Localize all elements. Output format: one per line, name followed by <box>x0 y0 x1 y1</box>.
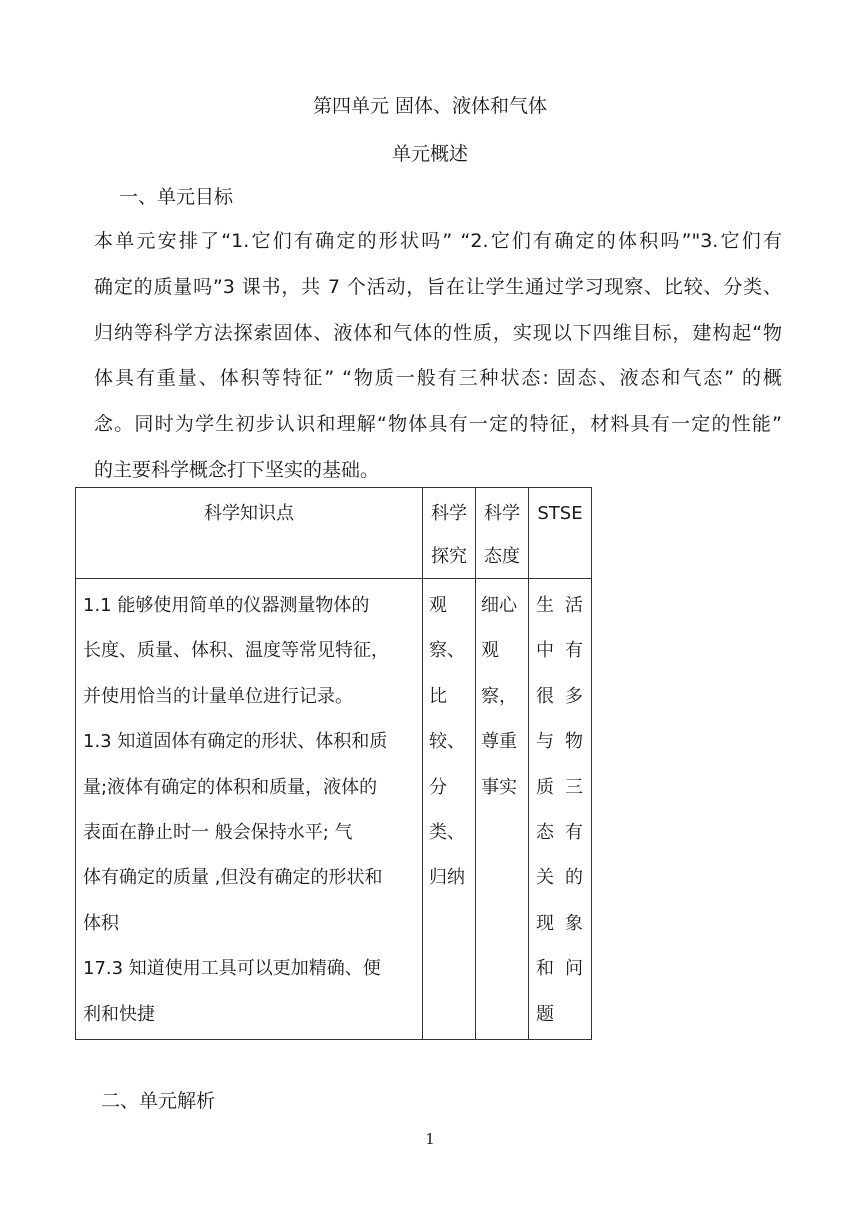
header-scientific-inquiry: 科学 探究 <box>423 488 476 579</box>
paragraph-line: 念。同时为学生初步认识和理解“物体具有一定的特征，材料具有一定的性能” <box>94 413 782 436</box>
cell-scientific-inquiry: 观 察、 比 较、 分 类、 归纳 <box>423 579 476 1040</box>
intro-paragraph <box>94 219 782 494</box>
paragraph-line: 体具有重量、体积等特征” “物质一般有三种状态: 固态、液态和气态” 的概 <box>94 367 782 390</box>
table-row <box>76 579 592 1040</box>
paragraph-line: 本单元安排了“1.它们有确定的形状吗” “2.它们有确定的体积吗”"3.它们有 <box>94 230 782 252</box>
paragraph-line: 的主要科学概念打下坚实的基础。 <box>94 458 380 481</box>
cell-scientific-attitude: 细心 观 察， 尊重 事实 <box>476 579 529 1040</box>
section-heading-unit-goals: 一、单元目标 <box>119 186 234 208</box>
document-subtitle: 单元概述 <box>391 143 468 165</box>
section-heading-unit-analysis: 二、单元解析 <box>101 1090 216 1112</box>
paragraph-line: 归纳等科学方法探索固体、液体和气体的性质，实现以下四维目标，建构起“物 <box>94 321 782 344</box>
table-header-row <box>76 488 592 579</box>
paragraph-line: 确定的质量吗”3 课书，共 7 个活动，旨在让学生通过学习现察、比较、分类、 <box>94 275 782 298</box>
document-title: 第四单元 固体、液体和气体 <box>312 95 548 117</box>
page-number: 1 <box>425 1130 435 1148</box>
objectives-table <box>75 487 592 1040</box>
cell-knowledge-points: 1.1 能够使用简单的仪器测量物体的 长度、质量、体积、温度等常见特征， 并使用恰当的计量单位进行记录。 1.3 知道固体有确定的形状、体积和质 量;液体有确定的体积和质量，液体的 表面在静止时一 般会保持水平; 气 体有确定的质量 ,但没有确定的形状和 体积 17.3 知道使用工具可以更加精确、便 利和快捷 <box>76 579 423 1040</box>
header-knowledge-points: 科学知识点 <box>76 488 423 579</box>
header-stse: STSE <box>529 488 592 579</box>
header-scientific-attitude: 科学 态度 <box>476 488 529 579</box>
cell-stse: 生 活 中 有 很 多 与 物 质 三 态 有 关 的 现 象 和 问 题 <box>529 579 592 1040</box>
